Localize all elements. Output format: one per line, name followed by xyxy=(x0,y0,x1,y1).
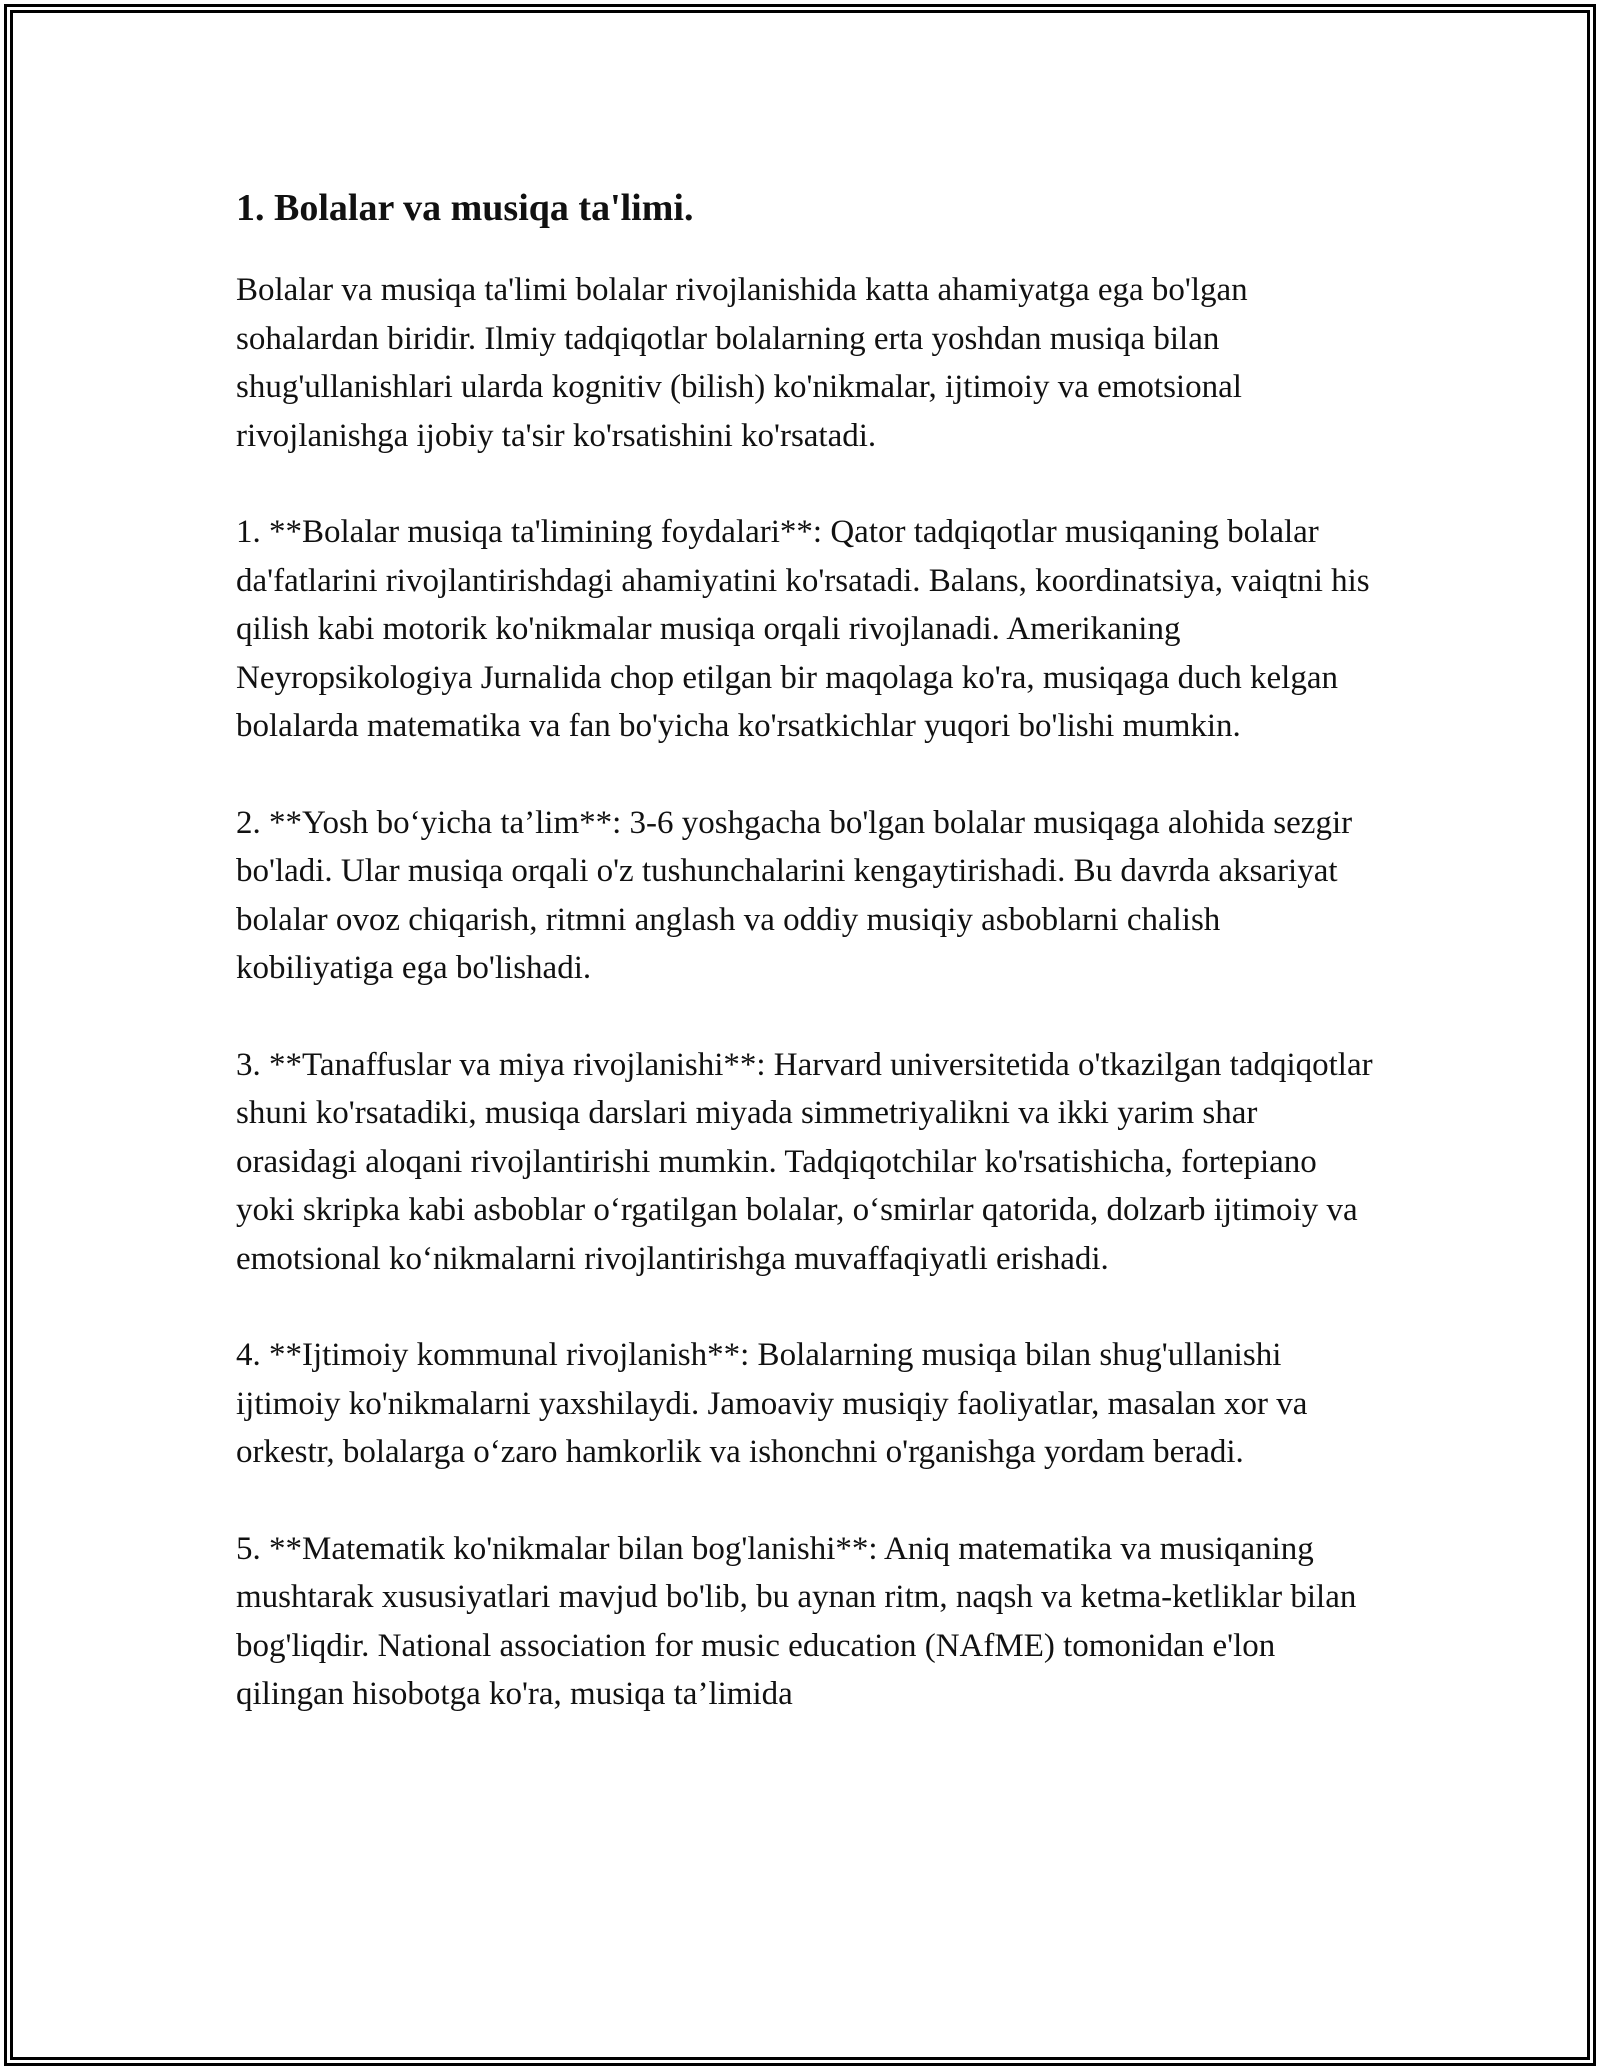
paragraph-social-development: 4. **Ijtimoiy kommunal rivojlanish**: Bolalarning musiqa bilan shug'ullanishi ijtimoiy ko'nikmalarni yaxshilaydi. Jamoaviy musiqiy faoliyatlar, masalan xor va orkestr, bolalarga o‘zaro hamkorlik va ishonchni o'rganishga yordam beradi. xyxy=(236,1337,1308,1470)
document-body xyxy=(236,186,1376,1767)
paragraph-brain-development: 3. **Tanaffuslar va miya rivojlanishi**: Harvard universitetida o'tkazilgan tadqiqotlar shuni ko'rsatadiki, musiqa darslari miyada simmetriyalikni va ikki yarim shar orasidagi aloqani rivojlantirishi mumkin. Tadqiqotchilar ko'rsatishicha, fortepiano yoki skripka kabi asboblar o‘rgatilgan bolalar, o‘smirlar qatorida, dolzarb ijtimoiy va emotsional ko‘nikmalarni rivojlantirishga muvaffaqiyatli erishadi. xyxy=(236,1046,1373,1277)
paragraph-math-skills: 5. **Matematik ko'nikmalar bilan bog'lanishi**: Aniq matematika va musiqaning mushtarak xususiyatlari mavjud bo'lib, bu aynan ritm, naqsh va ketma-ketliklar bilan bog'liqdir. National association for music education (NAfME) tomonidan e'lon qilingan hisobotga ko'ra, musiqa ta’limida xyxy=(236,1530,1357,1712)
intro-paragraph: Bolalar va musiqa ta'limi bolalar rivojlanishida katta ahamiyatga ega bo'lgan sohalardan biridir. Ilmiy tadqiqotlar bolalarning erta yoshdan musiqa bilan shug'ullanishlari ularda kognitiv (bilish) ko'nikmalar, ijtimoiy va emotsional rivojlanishga ijobiy ta'sir ko'rsatishini ko'rsatadi. xyxy=(236,272,1248,454)
paragraph-benefits: 1. **Bolalar musiqa ta'limining foydalari**: Qator tadqiqotlar musiqaning bolalar da'fatlarini rivojlantirishdagi ahamiyatini ko'rsatadi. Balans, koordinatsiya, vaiqtni his qilish kabi motorik ko'nikmalar musiqa orqali rivojlanadi. Amerikaning Neyropsikologiya Jurnalida chop etilgan bir maqolaga ko'ra, musiqaga duch kelgan bolalarda matematika va fan bo'yicha ko'rsatkichlar yuqori bo'lishi mumkin. xyxy=(236,514,1370,744)
paragraph-age-education: 2. **Yosh bo‘yicha ta’lim**: 3-6 yoshgacha bo'lgan bolalar musiqaga alohida sezgir bo'ladi. Ular musiqa orqali o'z tushunchalarini kengaytirishadi. Bu davrda aksariyat bolalar ovoz chiqarish, ritmni anglash va oddiy musiqiy asboblarni chalish kobiliyatiga ega bo'lishadi. xyxy=(236,804,1353,986)
document-title: 1. Bolalar va musiqa ta'limi. xyxy=(236,187,694,229)
